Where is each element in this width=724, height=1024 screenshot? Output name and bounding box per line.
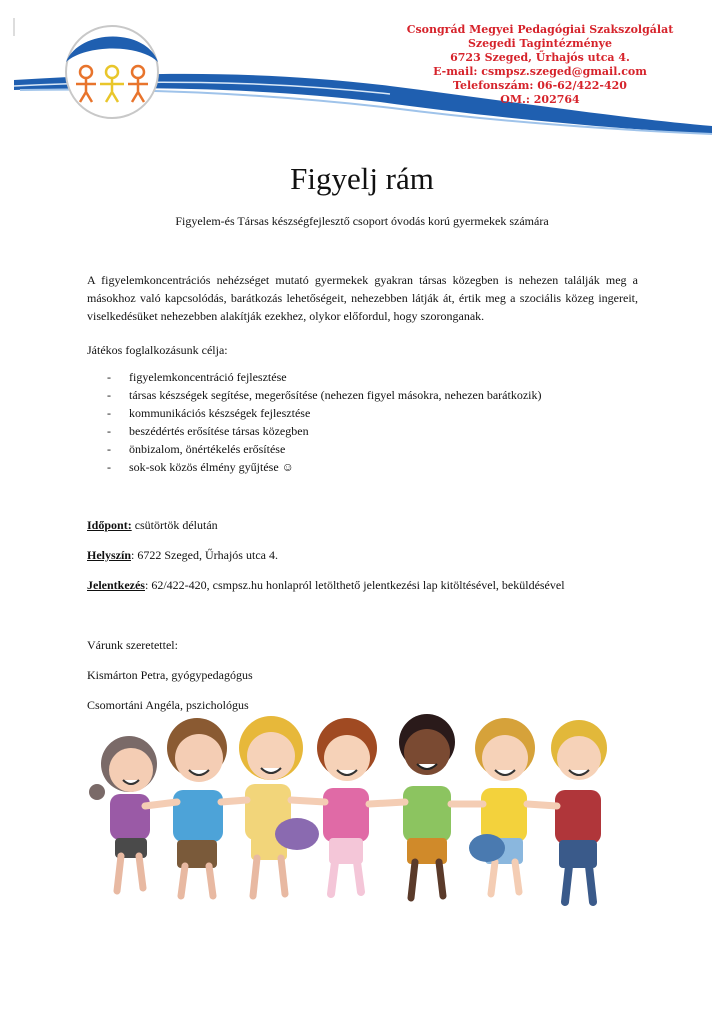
child-figure-1 xyxy=(89,736,157,891)
org-name-line-1: Csongrád Megyei Pedagógiai Szakszolgálat xyxy=(406,23,674,36)
signature-2: Csomortáni Angéla, pszichológus xyxy=(87,698,249,712)
goals-list xyxy=(87,368,541,476)
place-label: Helyszín xyxy=(87,548,131,562)
closing-text: Várunk szeretettel: xyxy=(87,638,178,652)
child-figure-2 xyxy=(167,718,227,896)
goals-heading: Játékos foglalkozásunk célja: xyxy=(87,343,228,357)
apply-label: Jelentkezés xyxy=(87,578,145,592)
intro-paragraph: A figyelemkoncentrációs nehézséget mutató gyermekek gyakran társas közegben is nehezen találják meg a másokhoz való kapcsolódás, barátkozás lehetőségeit, nehezebben látják át, értik meg a szociális közeg ingereit, viselkedésüket nehezebben alakítják ezekhez, olykor előfordul, hogy szoronganak. xyxy=(87,273,638,323)
list-item: - társas készségek segítése, megerősítése (nehezen figyel másokra, nehezen barátkozik) xyxy=(107,388,542,402)
logo-icon xyxy=(66,26,158,118)
child-figure-7 xyxy=(551,720,607,902)
time-label: Időpont: xyxy=(87,518,132,532)
org-phone: Telefonszám: 06-62/422-420 xyxy=(453,79,627,92)
place-line xyxy=(87,546,638,564)
org-address: 6723 Szeged, Űrhajós utca 4. xyxy=(450,51,630,64)
child-figure-3 xyxy=(239,716,319,896)
list-item: - önbizalom, önértékelés erősítése xyxy=(107,442,286,456)
list-item: - sok-sok közös élmény gyűjtése ☺ xyxy=(107,460,294,474)
page-subtitle: Figyelem-és Társas készségfejlesztő csoport óvodás korú gyermekek számára xyxy=(175,214,549,228)
time-value: csütörtök délután xyxy=(131,518,218,532)
org-email[interactable]: E-mail: csmpsz.szeged@gmail.com xyxy=(433,65,647,78)
child-figure-5 xyxy=(399,714,455,898)
apply-line xyxy=(87,576,638,594)
page-title: Figyelj rám xyxy=(290,161,434,196)
list-item: - kommunikációs készségek fejlesztése xyxy=(107,406,311,420)
time-line xyxy=(87,516,638,534)
place-value: : 6722 Szeged, Űrhajós utca 4. xyxy=(131,548,278,562)
org-name-line-2: Szegedi Tagintézménye xyxy=(467,37,613,50)
org-om-number: OM.: 202764 xyxy=(500,93,580,106)
apply-value: : 62/422-420, csmpsz.hu honlapról letölthető jelentkezési lap kitöltésével, beküldésével xyxy=(144,578,565,592)
list-item: - beszédértés erősítése társas közegben xyxy=(107,424,309,438)
signature-1: Kismárton Petra, gyógypedagógus xyxy=(87,668,253,682)
list-item: - figyelemkoncentráció fejlesztése xyxy=(107,370,287,384)
children-illustration xyxy=(85,706,645,916)
